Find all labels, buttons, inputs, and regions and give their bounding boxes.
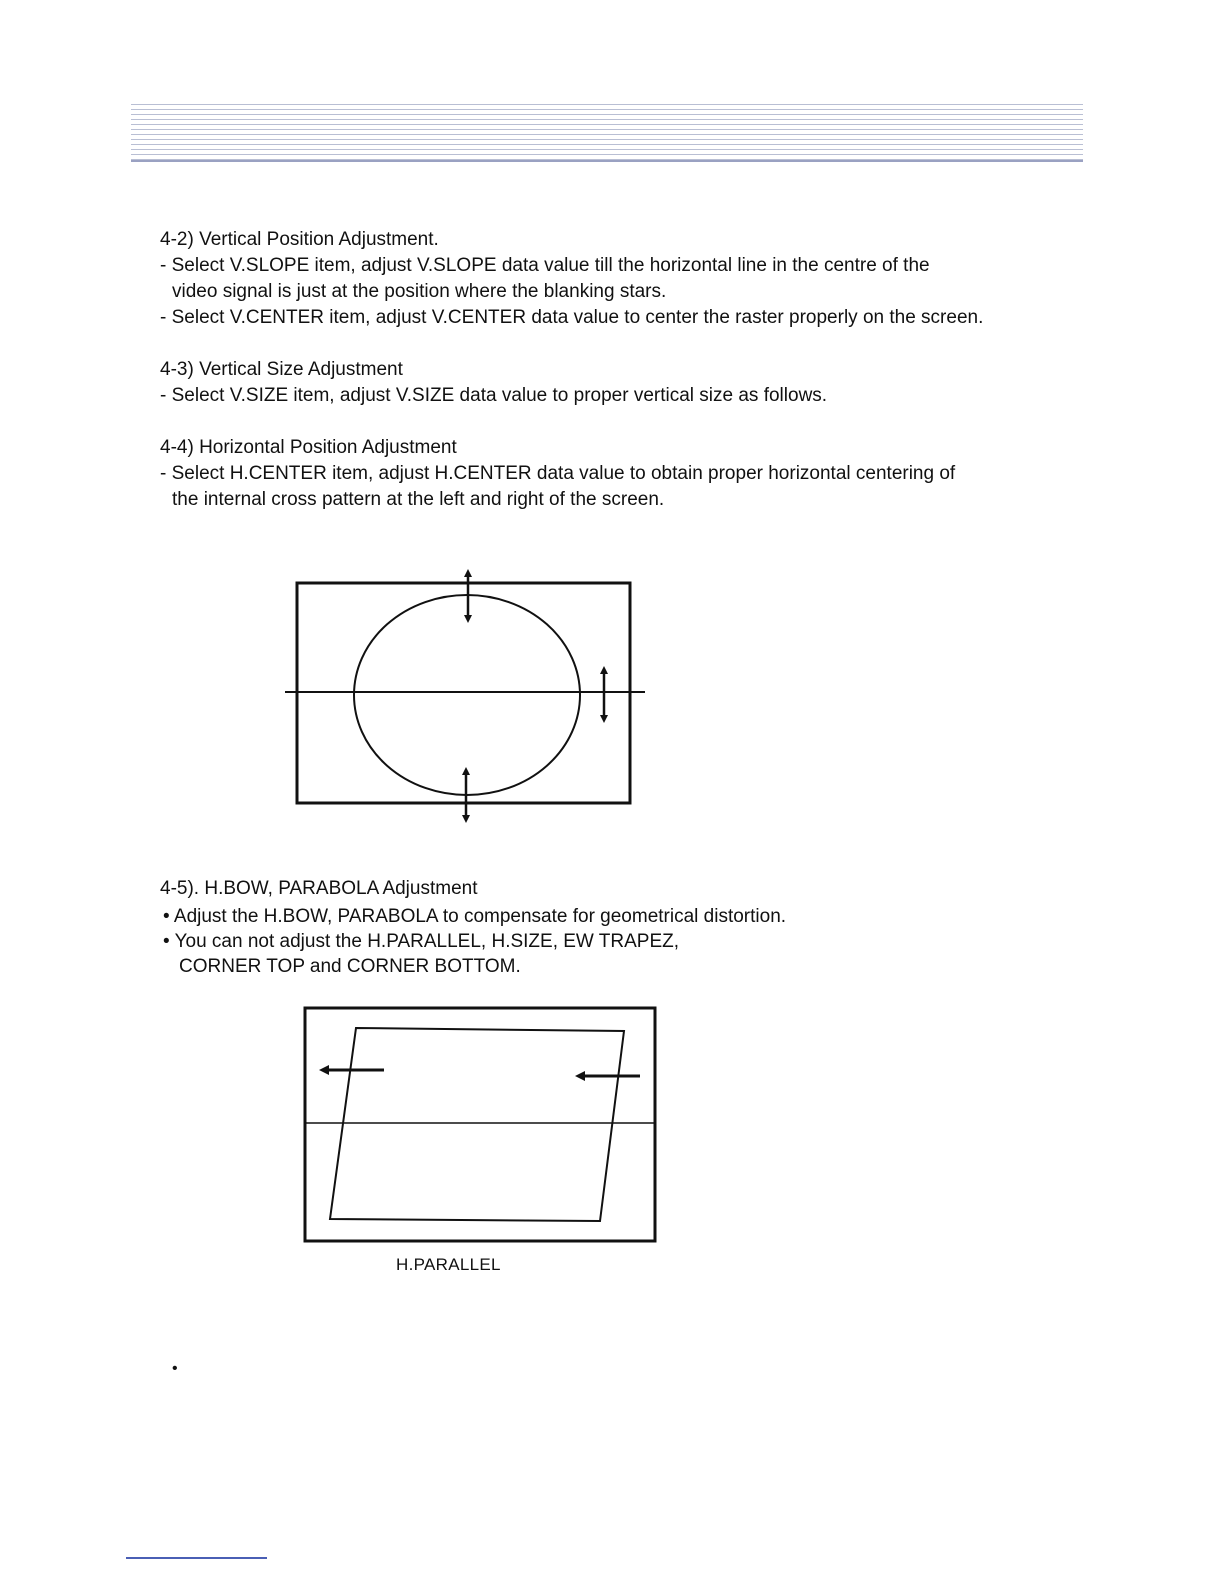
paragraph-line: - Select V.SIZE item, adjust V.SIZE data value to proper vertical size as follows. bbox=[160, 385, 828, 406]
footer-rule bbox=[126, 1557, 267, 1559]
stray-bullet: • bbox=[172, 1360, 178, 1377]
h-parallel-diagram bbox=[300, 1002, 662, 1247]
paragraph-line: the internal cross pattern at the left and right of the screen. bbox=[172, 489, 665, 510]
section-heading-hbow-parabola: 4-5). H.BOW, PARABOLA Adjustment bbox=[160, 878, 478, 899]
header-band bbox=[131, 104, 1083, 162]
bullet-item: • Adjust the H.BOW, PARABOLA to compensate for geometrical distortion. bbox=[163, 906, 787, 927]
section-heading-vertical-position: 4-2) Vertical Position Adjustment. bbox=[160, 229, 439, 250]
skewed-raster bbox=[330, 1028, 624, 1221]
paragraph-line: - Select H.CENTER item, adjust H.CENTER data value to obtain proper horizontal centering of bbox=[160, 463, 956, 484]
paragraph-line: - Select V.CENTER item, adjust V.CENTER data value to center the raster properly on the screen. bbox=[160, 307, 984, 328]
bullet-glyph: • bbox=[163, 906, 170, 927]
bullet-glyph: • bbox=[163, 931, 170, 952]
test-circle bbox=[354, 595, 580, 795]
bullet-continuation: CORNER TOP and CORNER BOTTOM. bbox=[179, 956, 521, 977]
section-heading-horizontal-position: 4-4) Horizontal Position Adjustment bbox=[160, 437, 457, 458]
bullet-item: • You can not adjust the H.PARALLEL, H.SIZE, EW TRAPEZ, bbox=[163, 931, 680, 952]
paragraph-line: - Select V.SLOPE item, adjust V.SLOPE data value till the horizontal line in the centre of the bbox=[160, 255, 930, 276]
section-heading-vertical-size: 4-3) Vertical Size Adjustment bbox=[160, 359, 403, 380]
paragraph-line: video signal is just at the position where the blanking stars. bbox=[172, 281, 667, 302]
figure-caption-h-parallel: H.PARALLEL bbox=[396, 1255, 501, 1274]
vertical-adjust-diagram bbox=[280, 565, 650, 825]
